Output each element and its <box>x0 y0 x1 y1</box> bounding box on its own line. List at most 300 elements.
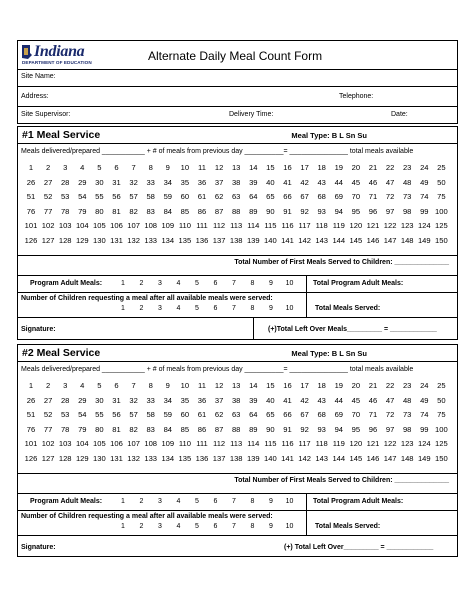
adult-meal-number[interactable]: 8 <box>250 498 255 505</box>
meal-count-number[interactable]: 56 <box>112 192 121 201</box>
request-count-number[interactable]: 4 <box>176 523 181 530</box>
meal-count-number[interactable]: 91 <box>283 424 292 434</box>
meal-count-number[interactable]: 122 <box>383 221 397 230</box>
meal-count-number[interactable]: 111 <box>196 221 208 230</box>
meal-count-number[interactable]: 33 <box>146 177 155 187</box>
meal-count-number[interactable]: 20 <box>351 381 361 390</box>
meal-count-number[interactable]: 42 <box>300 395 309 405</box>
meal-count-number[interactable]: 19 <box>334 163 344 172</box>
meal-count-number[interactable]: 85 <box>180 424 190 434</box>
meal-count-number[interactable]: 10 <box>180 163 190 172</box>
meal-count-number[interactable]: 111 <box>196 439 208 448</box>
meal-count-number[interactable]: 148 <box>400 453 414 463</box>
meal-count-number[interactable]: 115 <box>264 221 277 230</box>
request-count-number[interactable]: 7 <box>232 523 236 530</box>
meal-count-number[interactable]: 47 <box>385 395 395 405</box>
meal-count-number[interactable]: 138 <box>229 453 243 463</box>
meal-count-number[interactable]: 124 <box>417 439 431 448</box>
meal-count-number[interactable]: 37 <box>214 395 224 405</box>
meal-count-number[interactable]: 11 <box>198 381 206 390</box>
meal-count-number[interactable]: 31 <box>112 395 121 405</box>
request-count-number[interactable]: 6 <box>213 305 218 312</box>
meal-count-number[interactable]: 9 <box>165 163 170 172</box>
meal-count-number[interactable]: 10 <box>180 381 190 390</box>
meal-count-number[interactable]: 96 <box>368 424 378 434</box>
meal-count-number[interactable]: 95 <box>351 206 361 216</box>
meal-count-number[interactable]: 80 <box>95 206 104 216</box>
meal-count-number[interactable]: 88 <box>231 206 241 216</box>
meal-count-number[interactable]: 46 <box>368 395 378 405</box>
meal-count-number[interactable]: 110 <box>178 221 191 230</box>
meal-count-number[interactable]: 101 <box>24 221 38 230</box>
meal-count-number[interactable]: 4 <box>80 381 85 390</box>
meal-count-number[interactable]: 102 <box>41 221 55 230</box>
meal-count-number[interactable]: 14 <box>249 163 258 172</box>
meal-count-number[interactable]: 103 <box>58 439 72 448</box>
meal-count-number[interactable]: 59 <box>163 410 173 419</box>
meal-count-number[interactable]: 122 <box>383 439 397 448</box>
meal-count-number[interactable]: 49 <box>420 177 429 187</box>
meal-count-number[interactable]: 139 <box>246 453 260 463</box>
request-count-number[interactable]: 4 <box>176 305 181 312</box>
meals-available-text[interactable]: Meals delivered/prepared ___________ + # of meals from previous day __________= _______________ total meals available <box>21 148 414 155</box>
meal-count-number[interactable]: 137 <box>212 453 226 463</box>
meal-count-number[interactable]: 73 <box>402 410 412 419</box>
meal-count-number[interactable]: 134 <box>161 453 175 463</box>
meal-count-number[interactable]: 138 <box>229 235 243 245</box>
site-name-row[interactable] <box>17 70 458 87</box>
meal-count-number[interactable]: 116 <box>281 439 294 448</box>
meal-count-number[interactable]: 28 <box>60 177 70 187</box>
meal-count-number[interactable]: 23 <box>402 381 412 390</box>
meal-count-number[interactable]: 90 <box>266 206 275 216</box>
meal-count-number[interactable]: 146 <box>366 235 380 245</box>
meal-count-number[interactable]: 74 <box>420 192 429 201</box>
meal-count-number[interactable]: 129 <box>75 235 89 245</box>
meal-count-number[interactable]: 16 <box>283 163 292 172</box>
total-meals-served-label[interactable]: Total Meals Served: <box>315 305 381 312</box>
adult-meal-number[interactable]: 10 <box>285 498 294 505</box>
meal-count-number[interactable]: 79 <box>78 424 87 434</box>
meal-count-number[interactable]: 67 <box>300 192 309 201</box>
meal-count-number[interactable]: 116 <box>281 221 294 230</box>
meal-count-number[interactable]: 26 <box>26 395 36 405</box>
meal-count-number[interactable]: 56 <box>112 410 121 419</box>
meal-count-number[interactable]: 16 <box>283 381 292 390</box>
adult-meal-number[interactable]: 1 <box>121 498 125 505</box>
supervisor-row[interactable] <box>17 107 458 124</box>
adult-meal-number[interactable]: 9 <box>269 280 273 287</box>
meal-count-number[interactable]: 63 <box>231 410 241 419</box>
meal-count-number[interactable]: 30 <box>95 177 104 187</box>
total-meals-served-label[interactable]: Total Meals Served: <box>315 523 381 530</box>
meal-count-number[interactable]: 95 <box>351 424 361 434</box>
meal-count-number[interactable]: 72 <box>385 192 395 201</box>
meal-count-number[interactable]: 112 <box>213 221 226 230</box>
adult-meal-number[interactable]: 2 <box>139 280 144 287</box>
meal-count-number[interactable]: 136 <box>195 235 209 245</box>
meal-count-number[interactable]: 86 <box>197 424 207 434</box>
request-count-number[interactable]: 1 <box>121 523 125 530</box>
request-count-number[interactable]: 7 <box>232 305 236 312</box>
meal-count-number[interactable]: 89 <box>249 424 258 434</box>
meal-count-number[interactable]: 44 <box>334 177 344 187</box>
address-row[interactable] <box>17 87 458 107</box>
meal-count-number[interactable]: 114 <box>247 439 260 448</box>
request-count-number[interactable]: 5 <box>195 523 199 530</box>
meal-count-number[interactable]: 50 <box>437 395 446 405</box>
meal-count-number[interactable]: 78 <box>60 424 70 434</box>
meal-count-number[interactable]: 14 <box>249 381 258 390</box>
meal-count-number[interactable]: 108 <box>144 221 158 230</box>
meal-count-number[interactable]: 120 <box>349 221 363 230</box>
meal-count-number[interactable]: 97 <box>385 206 395 216</box>
meal-count-number[interactable]: 32 <box>129 177 138 187</box>
request-count-number[interactable]: 9 <box>269 305 273 312</box>
meal-count-number[interactable]: 144 <box>332 453 346 463</box>
meal-count-number[interactable]: 143 <box>315 235 329 245</box>
meal-count-number[interactable]: 51 <box>26 410 36 419</box>
meal-count-number[interactable]: 54 <box>78 410 87 419</box>
meal-count-number[interactable]: 118 <box>315 439 328 448</box>
meal-count-number[interactable]: 58 <box>146 410 155 419</box>
meal-count-number[interactable]: 9 <box>165 381 170 390</box>
meal-type-options[interactable]: Meal Type: B L Sn Su <box>291 349 367 358</box>
meal-count-number[interactable]: 97 <box>385 424 395 434</box>
meal-count-number[interactable]: 26 <box>26 177 36 187</box>
meal-count-number[interactable]: 39 <box>249 395 258 405</box>
meal-count-number[interactable]: 49 <box>420 395 429 405</box>
request-count-number[interactable]: 10 <box>285 523 294 530</box>
meal-count-number[interactable]: 43 <box>317 177 326 187</box>
meal-count-number[interactable]: 25 <box>437 163 446 172</box>
meal-count-number[interactable]: 107 <box>127 439 140 448</box>
meal-count-number[interactable]: 149 <box>417 453 431 463</box>
request-count-number[interactable]: 2 <box>139 523 144 530</box>
request-count-number[interactable]: 10 <box>285 305 294 312</box>
meal-count-number[interactable]: 66 <box>283 192 292 201</box>
meal-count-number[interactable]: 11 <box>198 163 206 172</box>
request-count-number[interactable]: 1 <box>121 305 125 312</box>
adult-meal-number[interactable]: 7 <box>232 280 236 287</box>
meal-count-number[interactable]: 13 <box>231 163 241 172</box>
meal-count-number[interactable]: 121 <box>366 439 380 448</box>
meal-count-number[interactable]: 128 <box>58 453 72 463</box>
request-count-number[interactable]: 9 <box>269 523 273 530</box>
meal-count-number[interactable]: 41 <box>283 395 292 405</box>
request-count-number[interactable]: 5 <box>195 305 199 312</box>
meal-count-number[interactable]: 44 <box>334 395 344 405</box>
meal-count-number[interactable]: 6 <box>114 381 119 390</box>
request-count-number[interactable]: 8 <box>250 305 255 312</box>
meal-count-number[interactable]: 17 <box>300 381 309 390</box>
meal-count-number[interactable]: 147 <box>383 235 397 245</box>
meal-count-number[interactable]: 52 <box>43 192 53 201</box>
meal-count-number[interactable]: 121 <box>366 221 380 230</box>
meal-count-number[interactable]: 119 <box>332 221 345 230</box>
meal-count-number[interactable]: 17 <box>300 163 309 172</box>
meal-count-number[interactable]: 125 <box>435 221 448 230</box>
meal-count-number[interactable]: 113 <box>230 221 243 230</box>
meal-count-number[interactable]: 59 <box>163 192 173 201</box>
meal-count-number[interactable]: 4 <box>80 163 85 172</box>
meal-count-number[interactable]: 73 <box>402 192 412 201</box>
meal-count-number[interactable]: 3 <box>63 381 68 390</box>
meal-count-number[interactable]: 135 <box>178 235 192 245</box>
meal-count-number[interactable]: 45 <box>351 177 361 187</box>
meal-count-number[interactable]: 126 <box>24 235 38 245</box>
meal-count-number[interactable]: 81 <box>112 206 121 216</box>
meal-count-number[interactable]: 39 <box>249 177 258 187</box>
meal-count-number[interactable]: 63 <box>231 192 241 201</box>
meal-count-number[interactable]: 77 <box>43 206 53 216</box>
meal-count-number[interactable]: 24 <box>420 163 429 172</box>
meal-count-number[interactable]: 15 <box>266 381 275 390</box>
meal-count-number[interactable]: 147 <box>383 453 397 463</box>
meal-count-number[interactable]: 98 <box>402 424 412 434</box>
meal-count-number[interactable]: 91 <box>283 206 292 216</box>
meal-count-number[interactable]: 1 <box>28 163 34 172</box>
meal-count-number[interactable]: 149 <box>417 235 431 245</box>
signature-label[interactable]: Signature: <box>21 544 56 551</box>
meal-count-number[interactable]: 40 <box>266 177 275 187</box>
meal-count-number[interactable]: 51 <box>26 192 36 201</box>
meal-count-number[interactable]: 83 <box>146 424 155 434</box>
meal-count-number[interactable]: 144 <box>332 235 346 245</box>
meal-count-number[interactable]: 48 <box>402 395 412 405</box>
meal-count-number[interactable]: 32 <box>129 395 138 405</box>
meal-count-number[interactable]: 150 <box>435 235 448 245</box>
meal-count-number[interactable]: 65 <box>266 410 275 419</box>
meal-count-number[interactable]: 129 <box>75 453 89 463</box>
adult-meal-number[interactable]: 6 <box>213 498 218 505</box>
meal-count-number[interactable]: 99 <box>420 206 429 216</box>
meal-count-number[interactable]: 92 <box>300 424 309 434</box>
meal-count-number[interactable]: 83 <box>146 206 155 216</box>
meal-count-number[interactable]: 104 <box>75 439 89 448</box>
meal-count-number[interactable]: 112 <box>213 439 226 448</box>
meal-count-number[interactable]: 93 <box>317 424 326 434</box>
meal-count-number[interactable]: 82 <box>129 206 138 216</box>
meal-count-number[interactable]: 52 <box>43 410 53 419</box>
meal-count-number[interactable]: 118 <box>315 221 328 230</box>
meal-count-number[interactable]: 113 <box>230 439 243 448</box>
meal-count-number[interactable]: 127 <box>41 453 55 463</box>
meal-count-number[interactable]: 5 <box>97 163 102 172</box>
meal-count-number[interactable]: 120 <box>349 439 363 448</box>
meal-count-number[interactable]: 134 <box>161 235 175 245</box>
adult-meal-number[interactable]: 8 <box>250 280 255 287</box>
meal-count-number[interactable]: 133 <box>144 235 158 245</box>
request-count-number[interactable]: 3 <box>158 305 162 312</box>
meal-count-number[interactable]: 102 <box>41 439 55 448</box>
meal-count-number[interactable]: 105 <box>93 439 106 448</box>
signature-label[interactable]: Signature: <box>21 326 56 333</box>
meal-count-number[interactable]: 117 <box>298 439 311 448</box>
meal-count-number[interactable]: 54 <box>78 192 87 201</box>
meal-count-number[interactable]: 34 <box>163 177 173 187</box>
meal-count-number[interactable]: 146 <box>366 453 380 463</box>
meal-count-number[interactable]: 103 <box>58 221 72 230</box>
meal-count-number[interactable]: 86 <box>197 206 207 216</box>
meal-count-number[interactable]: 48 <box>402 177 412 187</box>
meal-count-number[interactable]: 140 <box>264 453 277 463</box>
meal-count-number[interactable]: 82 <box>129 424 138 434</box>
meal-count-number[interactable]: 117 <box>298 221 311 230</box>
meal-count-number[interactable]: 133 <box>144 453 158 463</box>
meal-count-number[interactable]: 76 <box>26 206 36 216</box>
meal-count-number[interactable]: 15 <box>266 163 275 172</box>
meal-count-number[interactable]: 77 <box>43 424 53 434</box>
adult-meal-number[interactable]: 3 <box>158 280 162 287</box>
meal-count-number[interactable]: 66 <box>283 410 292 419</box>
meal-count-number[interactable]: 2 <box>45 163 51 172</box>
adult-meal-number[interactable]: 3 <box>158 498 162 505</box>
meals-available-text[interactable]: Meals delivered/prepared ___________ + # of meals from previous day __________= _______________ total meals available <box>21 366 414 373</box>
meal-type-options[interactable]: Meal Type: B L Sn Su <box>291 131 367 140</box>
adult-meal-number[interactable]: 4 <box>176 498 181 505</box>
meal-count-number[interactable]: 81 <box>112 424 121 434</box>
meal-count-number[interactable]: 25 <box>437 381 446 390</box>
meal-count-number[interactable]: 148 <box>400 235 414 245</box>
meal-count-number[interactable]: 74 <box>420 410 429 419</box>
meal-count-number[interactable]: 106 <box>110 221 123 230</box>
adult-meal-number[interactable]: 10 <box>285 280 294 287</box>
meal-count-number[interactable]: 72 <box>385 410 395 419</box>
request-count-number[interactable]: 6 <box>213 523 218 530</box>
meal-count-number[interactable]: 36 <box>197 395 207 405</box>
meal-count-number[interactable]: 70 <box>351 410 361 419</box>
meal-count-number[interactable]: 106 <box>110 439 123 448</box>
meal-count-number[interactable]: 128 <box>58 235 72 245</box>
meal-count-number[interactable]: 141 <box>281 453 294 463</box>
meal-count-number[interactable]: 76 <box>26 424 36 434</box>
meal-count-number[interactable]: 35 <box>180 177 190 187</box>
left-over-label[interactable]: (+)Total Left Over Meals_________ = ____________ <box>268 326 437 333</box>
meal-count-number[interactable]: 115 <box>264 439 277 448</box>
meal-count-number[interactable]: 55 <box>95 410 104 419</box>
meal-count-number[interactable]: 140 <box>264 235 277 245</box>
meal-count-number[interactable]: 84 <box>163 424 173 434</box>
meal-count-number[interactable]: 78 <box>60 206 70 216</box>
meal-count-number[interactable]: 33 <box>146 395 155 405</box>
meal-count-number[interactable]: 46 <box>368 177 378 187</box>
meal-count-number[interactable]: 23 <box>402 163 412 172</box>
meal-count-number[interactable]: 64 <box>249 410 258 419</box>
meal-count-number[interactable]: 21 <box>368 381 378 390</box>
meal-count-number[interactable]: 12 <box>214 381 224 390</box>
meal-count-number[interactable]: 13 <box>231 381 241 390</box>
meal-count-number[interactable]: 137 <box>212 235 226 245</box>
meal-count-number[interactable]: 145 <box>349 453 363 463</box>
meal-count-number[interactable]: 150 <box>435 453 448 463</box>
adult-meal-number[interactable]: 2 <box>139 498 144 505</box>
total-program-adult-label[interactable]: Total Program Adult Meals: <box>313 498 404 505</box>
meal-count-number[interactable]: 109 <box>161 221 175 230</box>
meal-count-number[interactable]: 136 <box>195 453 209 463</box>
meal-count-number[interactable]: 18 <box>317 381 326 390</box>
meal-count-number[interactable]: 64 <box>249 192 258 201</box>
meal-count-number[interactable]: 38 <box>231 177 241 187</box>
meal-count-number[interactable]: 8 <box>148 381 153 390</box>
meal-count-number[interactable]: 100 <box>435 206 448 216</box>
meal-count-number[interactable]: 50 <box>437 177 446 187</box>
meal-count-number[interactable]: 75 <box>437 410 446 419</box>
meal-count-number[interactable]: 99 <box>420 424 429 434</box>
meal-count-number[interactable]: 110 <box>178 439 191 448</box>
meal-count-number[interactable]: 12 <box>214 163 224 172</box>
meal-count-number[interactable]: 69 <box>334 410 344 419</box>
meal-count-number[interactable]: 143 <box>315 453 329 463</box>
meal-count-number[interactable]: 71 <box>368 192 378 201</box>
adult-meal-number[interactable]: 1 <box>121 280 125 287</box>
meal-count-number[interactable]: 80 <box>95 424 104 434</box>
meal-count-number[interactable]: 96 <box>368 206 378 216</box>
meal-count-number[interactable]: 38 <box>231 395 241 405</box>
meal-count-number[interactable]: 27 <box>43 177 53 187</box>
meal-count-number[interactable]: 7 <box>131 381 136 390</box>
meal-count-number[interactable]: 57 <box>129 410 138 419</box>
meal-count-number[interactable]: 40 <box>266 395 275 405</box>
meal-count-number[interactable]: 88 <box>231 424 241 434</box>
meal-count-number[interactable]: 36 <box>197 177 207 187</box>
meal-count-number[interactable]: 31 <box>112 177 121 187</box>
meal-count-number[interactable]: 132 <box>127 235 140 245</box>
meal-count-number[interactable]: 108 <box>144 439 158 448</box>
meal-count-number[interactable]: 3 <box>63 163 68 172</box>
meal-count-number[interactable]: 79 <box>78 206 87 216</box>
meal-count-number[interactable]: 131 <box>110 235 123 245</box>
meal-count-number[interactable]: 45 <box>351 395 361 405</box>
request-count-number[interactable]: 2 <box>139 305 144 312</box>
meal-count-number[interactable]: 105 <box>93 221 106 230</box>
meal-count-number[interactable]: 109 <box>161 439 175 448</box>
meal-count-number[interactable]: 68 <box>317 192 326 201</box>
meal-count-number[interactable]: 141 <box>281 235 294 245</box>
meal-count-number[interactable]: 87 <box>214 424 224 434</box>
meal-count-number[interactable]: 37 <box>214 177 224 187</box>
meal-count-number[interactable]: 41 <box>283 177 292 187</box>
adult-meal-number[interactable]: 5 <box>195 280 199 287</box>
request-count-number[interactable]: 8 <box>250 523 255 530</box>
meal-count-number[interactable]: 139 <box>246 235 260 245</box>
meal-count-number[interactable]: 94 <box>334 424 344 434</box>
meal-count-number[interactable]: 61 <box>197 410 207 419</box>
meal-count-number[interactable]: 60 <box>180 410 190 419</box>
meal-count-number[interactable]: 123 <box>400 439 414 448</box>
meal-count-number[interactable]: 84 <box>163 206 173 216</box>
meal-count-number[interactable]: 42 <box>300 177 309 187</box>
meal-count-number[interactable]: 18 <box>317 163 326 172</box>
meal-count-number[interactable]: 28 <box>60 395 70 405</box>
meal-count-number[interactable]: 1 <box>28 381 34 390</box>
meal-count-number[interactable]: 34 <box>163 395 173 405</box>
meal-count-number[interactable]: 75 <box>437 192 446 201</box>
meal-count-number[interactable]: 24 <box>420 381 429 390</box>
meal-count-number[interactable]: 130 <box>93 453 106 463</box>
meal-count-number[interactable]: 123 <box>400 221 414 230</box>
adult-meal-number[interactable]: 9 <box>269 498 273 505</box>
meal-count-number[interactable]: 5 <box>97 381 102 390</box>
meal-count-number[interactable]: 29 <box>78 177 87 187</box>
adult-meal-number[interactable]: 5 <box>195 498 199 505</box>
meal-count-number[interactable]: 126 <box>24 453 38 463</box>
meal-count-number[interactable]: 8 <box>148 163 153 172</box>
meal-count-number[interactable]: 65 <box>266 192 275 201</box>
meal-count-number[interactable]: 62 <box>214 410 224 419</box>
total-first-meals-label[interactable]: Total Number of First Meals Served to Children: ______________ <box>234 477 449 484</box>
meal-count-number[interactable]: 90 <box>266 424 275 434</box>
